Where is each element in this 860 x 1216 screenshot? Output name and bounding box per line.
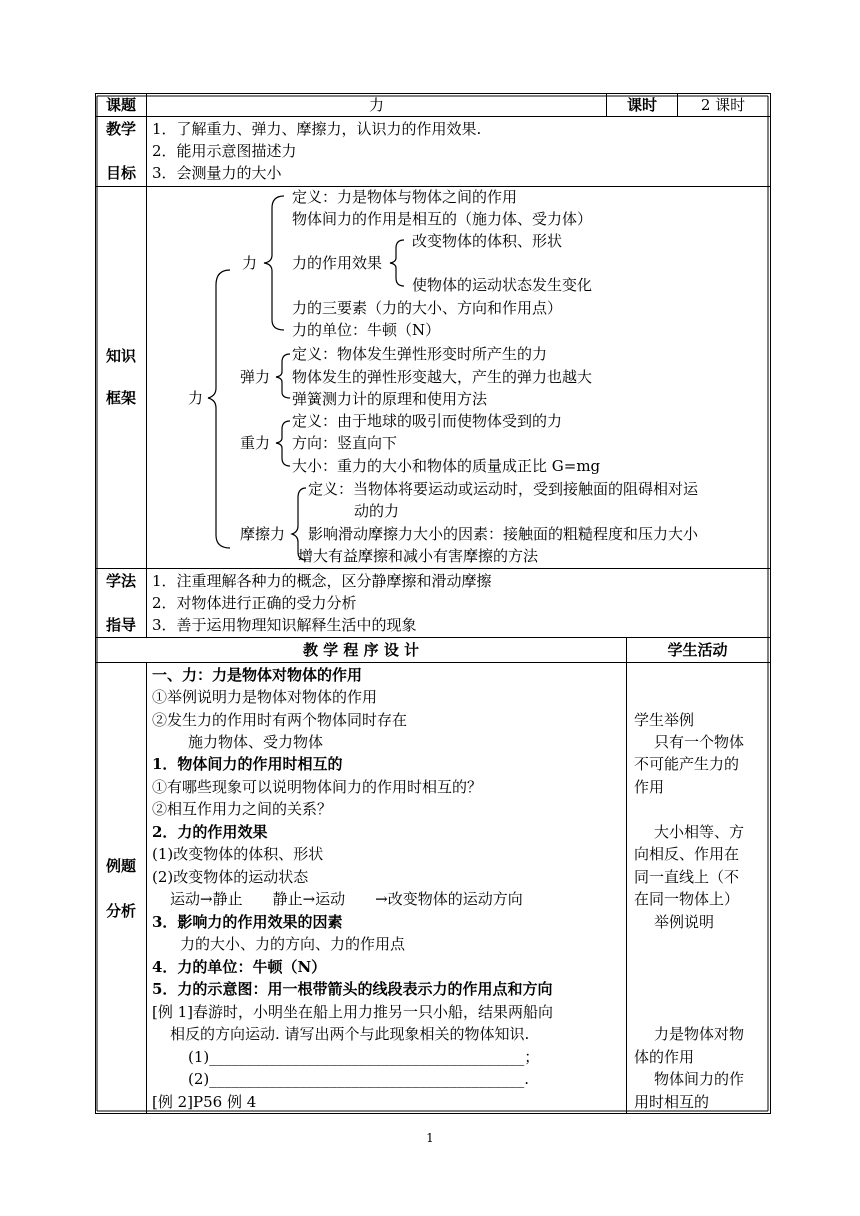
method-label-top: 学法 [105,572,136,590]
activity-line: 向相反、作用在 [634,845,740,863]
goals-label-top: 教学 [105,120,136,138]
force-label: 力 [242,254,258,272]
force-three-elements: 力的三要素（力的大小、方向和作用点） [292,299,563,317]
program-line: ②相互作用力之间的关系？ [152,800,333,818]
period-value: 2 课时 [700,96,746,114]
activity-line: 学生举例 [634,711,695,729]
method-item: 1．注重理解各种力的概念，区分静摩擦和滑动摩擦 [152,572,492,590]
activity-line: 体的作用 [634,1048,695,1066]
gravity-item: 方向：竖直向下 [292,434,398,452]
program-label-top: 例题 [105,857,136,875]
program-line: 4．力的单位：牛顿（N） [152,958,327,976]
subject-value: 力 [368,96,384,114]
program-line: 1．物体间力的作用时相互的 [152,755,343,773]
friction-definition: 定义：当物体将要运动或运动时，受到接触面的阻碍相对运 [308,480,699,498]
program-line: [例 1]春游时，小明坐在船上用力推另一只小船，结果两船向 [152,1003,554,1021]
method-item: 2．对物体进行正确的受力分析 [152,594,357,612]
activity-line: 举例说明 [654,913,715,931]
activity-line: 同一直线上（不 [634,868,740,886]
goal-item: 1．了解重力、弹力、摩擦力，认识力的作用效果. [152,120,482,138]
friction-definition-cont: 动的力 [354,502,400,520]
program-line: 5．力的示意图：用一根带箭头的线段表示力的作用点和方向 [152,980,553,998]
subject-label: 课题 [105,96,136,114]
elastic-label: 弹力 [240,368,271,386]
elastic-item: 定义：物体发生弹性形变时所产生的力 [292,345,548,363]
program-line: ①有哪些现象可以说明物体间力的作用时相互的？ [152,778,483,796]
method-label-bottom: 指导 [105,616,136,634]
page-number: 1 [426,1131,434,1145]
program-line: (2)__________________________________________. [188,1070,530,1088]
friction-methods: 增大有益摩擦和减小有害摩擦的方法 [298,547,539,565]
goal-item: 3．会测量力的大小 [152,164,282,182]
activity-line: 用时相互的 [634,1093,710,1111]
force-effect-label: 力的作用效果 [292,254,383,272]
program-line: 力的大小、力的方向、力的作用点 [180,935,406,953]
gravity-item: 定义：由于地球的吸引而使物体受到的力 [292,412,563,430]
activity-line: 物体间力的作 [654,1070,745,1088]
force-effect-2: 使物体的运动状态发生变化 [412,276,593,294]
elastic-item: 弹簧测力计的原理和使用方法 [292,390,488,408]
program-line: 一、力：力是物体对物体的作用 [152,666,363,684]
program-line: 2．力的作用效果 [152,823,268,841]
program-line: (1)改变物体的体积、形状 [152,845,324,863]
elastic-item: 物体发生的弹性形变越大，产生的弹力也越大 [292,368,593,386]
framework-label-bottom: 框架 [105,389,136,407]
activity-line: 作用 [634,778,665,796]
program-line: 运动→静止 静止→运动 →改变物体的运动方向 [170,890,523,908]
gravity-item: 大小：重力的大小和物体的质量成正比 G=mg [292,457,601,475]
program-line: (1)__________________________________________； [188,1048,540,1066]
framework-root: 力 [188,389,204,407]
activity-line: 力是物体对物 [654,1025,745,1043]
framework-label-top: 知识 [105,347,136,365]
program-line: 3．影响力的作用效果的因素 [152,913,343,931]
activity-line: 只有一个物体 [654,733,745,751]
activity-line: 不可能产生力的 [634,755,740,773]
program-line: (2)改变物体的运动状态 [152,868,309,886]
program-line: ②发生力的作用时有两个物体同时存在 [152,711,408,729]
program-line: 施力物体、受力物体 [188,733,324,751]
program-design-header: 教 学 程 序 设 计 [302,641,420,659]
gravity-label: 重力 [240,434,271,452]
program-label-bottom: 分析 [105,902,136,920]
goal-item: 2．能用示意图描述力 [152,142,297,160]
period-label: 课时 [626,96,657,114]
program-line: ①举例说明力是物体对物体的作用 [152,688,378,706]
friction-label: 摩擦力 [240,525,286,543]
program-line: 相反的方向运动. 请写出两个与此现象相关的物体知识. [170,1025,530,1043]
force-mutual: 物体间力的作用是相互的（施力体、受力体） [292,210,593,228]
program-line: [例 2]P56 例 4 [152,1093,257,1111]
friction-factors: 影响滑动摩擦力大小的因素：接触面的粗糙程度和压力大小 [308,525,699,543]
activity-line: 大小相等、方 [654,823,745,841]
student-activity-header: 学生活动 [667,641,728,659]
force-definition: 定义：力是物体与物体之间的作用 [292,188,518,206]
activity-line: 在同一物体上） [634,890,740,908]
method-item: 3．善于运用物理知识解释生活中的现象 [152,616,417,634]
goals-label-bottom: 目标 [105,164,136,182]
force-unit: 力的单位：牛顿（N） [292,321,441,339]
force-effect-1: 改变物体的体积、形状 [412,232,563,250]
